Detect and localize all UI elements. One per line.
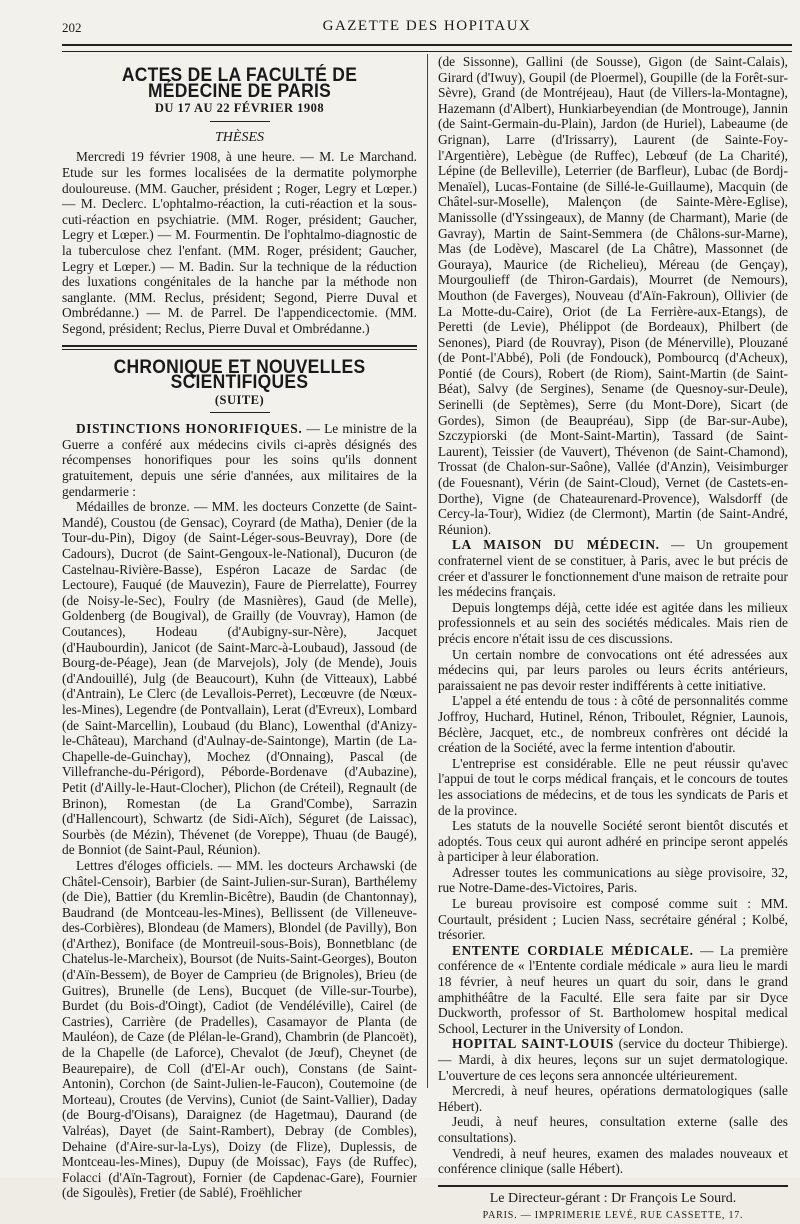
eloges-continuation: (de Sissonne), Gallini (de Sousse), Gigon (de Saint-Calais), Girard (d'Iwuy), Goupil (de Ploermel), Goupille (de la Forêt-sur-Sèvre), Grand (de Montréjeau), Haut (de Villers-la-Montagne), Hazemann (d'Albert), Hunkiarbeyendian (de Montrouge), Jannin (de Saint-Germain-du-Plain), Jardon (de Huriel), Labeaume (de Grignan), Larre (d'Irissarry), Laurent (de Sainte-Foy-l'Argentière), Lebègue (de Ruffec), Lebœuf (de La Charité), Lépine (de Belleville), Leterrier (de Barfleur), Lubac (de Bordj-Menaïel), Lucas-Fontaine (de Sillé-le-Guillaume), Macquin (de Châtel-sur-Moselle), Malençon (de Sainte-Mère-Eglise), Manissolle (d'Yssingeaux), de Manny (de Charmant), Marie (de Gavray), Martin de Saint-Semmera (de Châlons-sur-Marne), Mas (de Lodève), Mascarel (de La Châtre), Massonnet (de Gouraya), Maurice (de Richelieu), Méreau (de Gençay), Mourgoulieff (de Thiron-Gardais), Mourret (de Nemours), Mouthon (de Faverges), Nouveau (d'Aïn-Fakroun), Ollivier (de La Motte-du-Caire), Oriot (de La Ferrière-aux-Etangs), de Peretti (de Levie), Phélippot (de Bordeaux), Philbert (de Senones), Piard (de Rouvray), Pison (de Ménerville), Plouzané (de Pont-l'Abbé), Poli (de Fondouck), Pombourcq (d'Acheux), Pontié (de Cours), Robert (de Riom), Saint-Martin (de Saint-Béat), Salvy (de Sergines), Sename (de Quesnoy-sur-Deule), Serinelli (de Septèmes), Serre (du Mont-Dore), Sicart (de Gordes), Simon (de Beaupréau), Sipp (de Bar-sur-Aube), Szczypiorski (de Mont-Saint-Martin), Tassard (de Saint-Laurent), Teissier (de Vauvert), Thévenon (de Saint-Chamond), Trossat (de Chalon-sur-Saône), Vallée (d'Anzin), Veisimburger (de Fouesnant), Vérin (de Saint-Cloud), Vernet (de Castets-en-Dorthe), Vigne (de Chateaurenard-Provence), Walsdorff (de Cercy-la-Tour), Widiez (de Clermont), Martin (de Saint-André, Réunion). (438, 54, 788, 537)
running-head (62, 14, 792, 36)
eloges-paragraph: Lettres d'éloges officiels. — MM. les docteurs Archawski (de Châtel-Censoir), Barbier (de Saint-Julien-sur-Suran), Barthélemy (de Die), Battier (du Kremlin-Bicêtre), Baudin (de Chantonnay), Baudrand (de Montceau-les-Mines), Bellissent (de Villeneuve-des-Corbières), Blondeau (de Mamers), Blondel (de Pavilly), Bon (d'Arthez), Boniface (de Montreuil-sous-Bois), Bonnetblanc (de Chatelus-le-Marcheix), Boursot (de Nuits-Saint-Georges), Bouton (d'Aïn-Bessem), de Boyer de Camprieu (de Brignoles), Brieu (de Guitres), Brunelle (de Lens), Bucquet (de Ville-sur-Tourbe), Burdet (du Bois-d'Oingt), Cadiot (de Vendéléville), Cairel (de Castries), Carrière (de Pradelles), Casamayor de Planta (de Mauléon), de Caze (de Plélan-le-Grand), Chambrin (de Plancoët), de la Chapelle (de Laforce), Chevalot (de Jœuf), Cheynet (de Beaurepaire), de Coll (d'El-Ar ouch), Constans (de Saint-Antonin), Corchon (de Saint-Julien-le-Faucon), Coutemoine (de Morteau), Croutes (de Vervins), Cuniot (de Saint-Vallier), Daday (de Bourg-d'Oisans), Daraignez (de Hagetmau), Daurand (de Valréas), Dayet (de Saint-Rambert), Debray (de Combles), Dehaine (d'Aire-sur-la-Lys), Doizy (de Flize), Duplessis, de Montceau-les-Mines), Dupuy (de Moissac), Fays (de Ruffec), Folacci (d'Aïn-Tagrout), Fornier (de Capdenac-Gare), Fournier (de Sigoulès), Fretier (de Sablé), Froëhlicher (62, 857, 417, 1201)
column-divider (427, 54, 428, 1088)
stlouis-paragraph-2: Mercredi, à neuf heures, opérations dermatologiques (salle Hébert). (438, 1083, 788, 1114)
stlouis-text: (service du docteur Thibierge). — Mardi, à dix heures, leçons sur un sujet dermatologique. L'ouverture de ces leçons sera annoncée ultérieurement. (438, 1036, 788, 1083)
maison-paragraph-2: Depuis longtemps déjà, cette idée est agitée dans les milieux professionnels et au sein des sociétés médicales. Mais rien de précis encore n'était issu de ces discussions. (438, 599, 788, 646)
entente-text: — La première conférence de « l'Entente cordiale médicale » aura lieu le mardi 18 février, à neuf heures un quart du soir, dans le grand amphithéâtre de la Faculté. Elle sera faite par sir Dyce Duckworth, professor of St. Bartholomew hospital medical School, Lecturer in the University of London. (438, 942, 789, 1036)
stlouis-paragraph-4: Vendredi, à neuf heures, examen des malades nouveaux et conférence clinique (salle Hébert). (438, 1145, 788, 1177)
stlouis-paragraph (438, 1036, 788, 1083)
maison-paragraph-8: Le bureau provisoire est composé comme suit : MM. Courtault, président ; Lucien Nass, secrétaire général ; Kolbé, trésorier. (438, 896, 788, 943)
stlouis-lead: HOPITAL SAINT-LOUIS (452, 1036, 614, 1052)
printer-line: PARIS. — IMPRIMERIE LEVÉ, RUE CASSETTE, 17. (482, 1210, 744, 1222)
section-rule (62, 345, 417, 350)
distinctions-text: — Le ministre de la Guerre a conféré aux médecins civils ci-après désignés des récompenses honorifiques pour les soins qu'ils donnent gratuitement, depuis une série d'années, aux militaires de la gendarmerie : (62, 421, 417, 499)
actes-title: ACTES DE LA FACULTÉ DE MÉDECINE DE PARIS (121, 65, 358, 102)
distinctions-lead: DISTINCTIONS HONORIFIQUES. (76, 421, 303, 437)
maison-paragraph-7: Adresser toutes les communications au siège provisoire, 32, rue Notre-Dame-des-Victoires, Paris. (438, 864, 788, 896)
header-rule (62, 44, 792, 52)
maison-text: — Un groupement confraternel vient de se constituer, à Paris, avec le but précis de créer et d'assurer le fonctionnement d'une maison de retraite pour les médecins français. (438, 537, 788, 600)
theses-paragraph: Mercredi 19 février 1908, à une heure. — M. Le Marchand. Etude sur les formes localisées de la dermatite polymorphe douloureuse. (MM. Gaucher, président ; Roger, Legry et Lœper.) — M. Declerc. L'ophtalmo-réaction, la cuti-réaction et la sous-cuti-réaction en psychiatrie. (MM. Roger, président; Gaucher, Legry et Lœper.) — M. Fourmentin. De l'ophtalmo-diagnostic de la tuberculose chez l'enfant. (MM. Roger, président; Gaucher, Legry et Lœper.) — M. Badin. Sur la technique de la réduction des luxations congénitales de la hanche par la méthode non sanglante. (MM. Reclus, président; Segond, Pierre Duval et Ombrédanne.) — M. de Parrel. De l'appendicectomie. (MM. Segond, président; Reclus, Pierre Duval et Ombrédanne.) (62, 149, 417, 336)
journal-title: GAZETTE DES HOPITAUX (322, 18, 532, 34)
left-column (62, 54, 417, 1201)
distinctions-paragraph (62, 421, 417, 499)
actes-rule (210, 121, 270, 122)
chronique-title: CHRONIQUE ET NOUVELLES SCIENTIFIQUES (113, 356, 366, 394)
director-line: Le Directeur-gérant : Dr François Le Sourd. (438, 1185, 788, 1207)
right-column (438, 54, 789, 1222)
chronique-rule (210, 412, 270, 413)
entente-lead: ENTENTE CORDIALE MÉDICALE. (452, 942, 694, 958)
actes-dates: DU 17 AU 22 FÉVRIER 1908 (154, 101, 325, 116)
entente-paragraph (438, 943, 788, 1037)
page-number: 202 (62, 20, 82, 35)
maison-paragraph-3: Un certain nombre de convocations ont été adressées aux médecins qui, par leurs paroles ou leurs écrits antérieurs, paraissaient ne pas devoir rester indifférents à cette initiative. (438, 646, 788, 693)
maison-paragraph-6: Les statuts de la nouvelle Société seront bientôt discutés et adoptés. Tous ceux qui auront adhéré en principe seront appelés à participer à leur élaboration. (438, 818, 788, 865)
maison-lead: LA MAISON DU MÉDECIN. (452, 537, 660, 553)
maison-paragraph-4: L'appel a été entendu de tous : à côté de personnalités comme Joffroy, Huchard, Hutinel, Rénon, Triboulet, Régnier, Launois, Béclère, Jacquet, etc., de nombreux confrères ont décidé la création de la Société, avec la ferme intention d'aboutir. (438, 693, 788, 756)
bronze-paragraph: Médailles de bronze. — MM. les docteurs Conzette (de Saint-Mandé), Coustou (de Gensac), Coyrard (de Matha), Denier (de la Tour-du-Pin), Digoy (de Saint-Léger-sous-Beuvray), Dore (de Cadours), Ducrot (de Saint-Gengoux-le-National), Ducuron (de Castelnau-Rivière-Basse), Espéron Lacaze de Sardac (de Lectoure), Fauqué (de Mauvezin), Faure de Pierrelatte), Fourrey (de Noisy-le-Sec), Foulry (de Masnières), Gaud (de Melle), Goldenberg (de Bougival), de Grailly (de Vouvray), Hamon (de Coutances), Hodeau (d'Aubigny-sur-Nère), Jacquet (d'Haubourdin), Janicot (de Saint-Marc-à-Loubaud), Jassoud (de Bourg-de-Péage), Jean (de Marvejols), Joly (de Mende), Jouis (d'Andouillé), Julg (de Beaucourt), Kuhn (de Vitteaux), Labbé (d'Antrain), Le Clerc (de Levallois-Perret), Lecœuvre (de Nœux-les-Mines), Legendre (de Pontvallain), Lerat (d'Evreux), Lombard (de Saint-Marcellin), Loubaud (du Blanc), Lowenthal (d'Anizy-le-Château), Marchand (d'Aulnay-de-Saintonge), Martin (de La-Chapelle-de-Guinchay), Mochez (d'Onnaing), Pascal (de Villefranche-du-Périgord), Péborde-Bordenave (d'Aubazine), Petit (d'Ailly-le-Haut-Clocher), Plichon (de Créteil), Regnault (de Brinon), Romestan (de La Grand'Combe), Sarrazin (d'Hallencourt), Schwartz (de Sidi-Aïch), Séguret (de Laissac), Sourbès (de Mézin), Thévenet (de Voreppe), Thuau (de Baugé), de Bonniot (de Saint-Paul, Réunion). (62, 499, 417, 858)
chronique-subtitle: (SUITE) (214, 392, 265, 407)
theses-heading: THÈSES (215, 129, 264, 145)
maison-paragraph-5: L'entreprise est considérable. Elle ne peut réussir qu'avec l'appui de tout le corps médical français, et le concours de toutes les associations de médecins, et de tous les syndicats de Paris et de la province. (438, 755, 788, 818)
stlouis-paragraph-3: Jeudi, à neuf heures, consultation externe (salle des consultations). (438, 1114, 788, 1145)
maison-paragraph (438, 537, 788, 599)
